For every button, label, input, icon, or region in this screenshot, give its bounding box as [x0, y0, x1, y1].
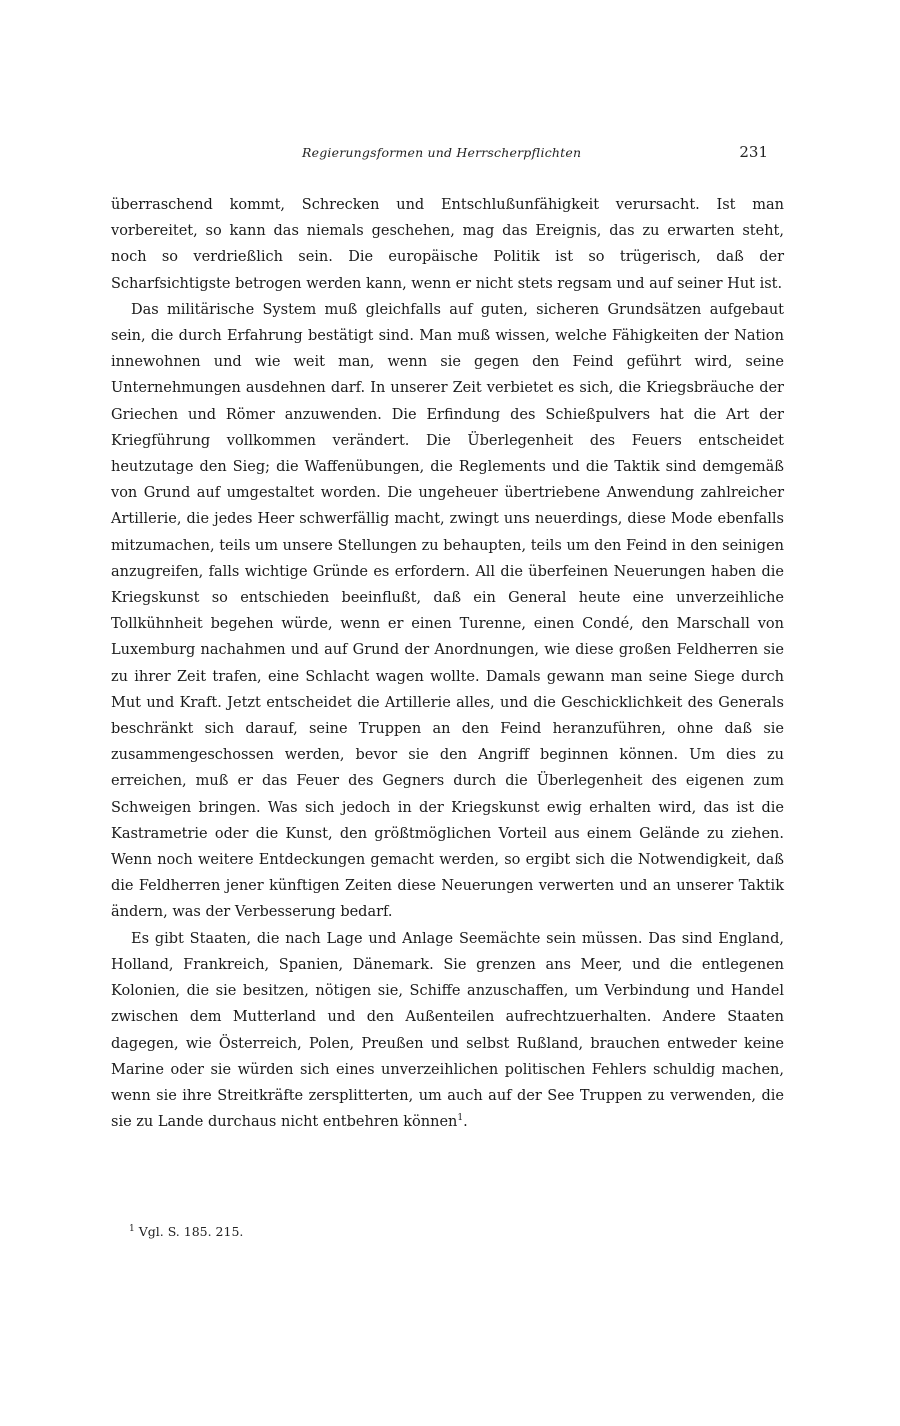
running-title: Regierungsformen und Herrscherpflichten	[302, 145, 582, 160]
footnote	[129, 1224, 243, 1239]
footnote-marker: 1	[129, 1223, 135, 1234]
page-number: 231	[739, 143, 768, 161]
main-text	[111, 192, 784, 1135]
paragraph-2: Das militärische System muß gleichfalls auf guten, sicheren Grundsätzen aufgebaut sein, die durch Erfahrung bestätigt sind. Man muß wissen, welche Fähigkeiten der Nation innewohnen und wie weit man, wenn sie gegen den Feind geführt wird, seine Unternehmungen ausdehnen darf. In unserer Zeit verbietet es sich, die Kriegsbräuche der Griechen und Römer anzuwenden. Die Erfindung des Schießpulvers hat die Art der Kriegführung vollkommen verändert. Die Überlegenheit des Feuers entscheidet heutzutage den Sieg; die Waffenübungen, die Reglements und die Taktik sind demgemäß von Grund auf umgestaltet worden. Die ungeheuer übertriebene Anwendung zahlreicher Artillerie, die jedes Heer schwerfällig macht, zwingt uns neuerdings, diese Mode ebenfalls mitzumachen, teils um unsere Stellungen zu behaupten, teils um den Feind in den seinigen anzugreifen, falls wichtige Gründe es erfordern. All die überfeinen Neuerungen haben die Kriegskunst so entschieden beeinflußt, daß ein General heute eine unverzeihliche Tollkühnheit begehen würde, wenn er einen Turenne, einen Condé, den Marschall von Luxemburg nachahmen und auf Grund der Anordnungen, wie diese großen Feldherren sie zu ihrer Zeit trafen, eine Schlacht wagen wollte. Damals gewann man seine Siege durch Mut und Kraft. Jetzt entscheidet die Artillerie alles, und die Geschicklichkeit des Generals beschränkt sich darauf, seine Truppen an den Feind heranzuführen, ohne daß sie zusammengeschossen werden, bevor sie den Angriff beginnen können. Um dies zu erreichen, muß er das Feuer des Gegners durch die Überlegenheit des eigenen zum Schweigen bringen. Was sich jedoch in der Kriegskunst ewig erhalten wird, das ist die Kastrametrie oder die Kunst, den größtmöglichen Vorteil aus einem Gelände zu ziehen. Wenn noch weitere Entdeckungen gemacht werden, so ergibt sich die Notwendigkeit, daß die Feldherren jener künftigen Zeiten diese Neuerungen verwerten und an unserer Taktik ändern, was der Verbesserung bedarf.	[111, 301, 784, 921]
paragraph-3-text: Es gibt Staaten, die nach Lage und Anlage Seemächte sein müssen. Das sind England, Holland, Frankreich, Spanien, Dänemark. Sie grenzen ans Meer, und die entlegenen Kolonien, die sie besitzen, nötigen sie, Schiffe anzuschaffen, um Verbindung und Handel zwischen dem Mutterland und den Außenteilen aufrechtzuerhalten. Andere Staaten dagegen, wie Österreich, Polen, Preußen und selbst Rußland, brauchen entweder keine Marine oder sie würden sich eines unverzeihlichen politischen Fehlers schuldig machen, wenn sie ihre Streitkräfte zersplitterten, um auch auf der See Truppen zu verwenden, die sie zu Lande durchaus nicht entbehren können	[111, 930, 784, 1131]
paragraph-3: Es gibt Staaten, die nach Lage und Anlage Seemächte sein müssen. Das sind England, Holland, Frankreich, Spanien, Dänemark. Sie grenzen ans Meer, und die entlegenen Kolonien, die sie besitzen, nötigen sie, Schiffe anzuschaffen, um Verbindung und Handel zwischen dem Mutterland und den Außenteilen aufrechtzuerhalten. Andere Staaten dagegen, wie Österreich, Polen, Preußen und selbst Rußland, brauchen entweder keine Marine oder sie würden sich eines unverzeihlichen politischen Fehlers schuldig machen, wenn sie ihre Streitkräfte zersplitterten, um auch auf der See Truppen zu verwenden, die sie zu Lande durchaus nicht entbehren können$^1$.	[111, 930, 784, 1131]
footnote-reference: 1	[457, 1113, 464, 1124]
footnote-text: Vgl. S. 185. 215.	[138, 1224, 244, 1239]
paragraph-1: überraschend kommt, Schrecken und Entschlußunfähigkeit verursacht. Ist man vorbereitet, so kann das niemals geschehen, mag das Ereignis, das zu erwarten steht, noch so verdrießlich sein. Die europäische Politik ist so trügerisch, daß der Scharfsichtigste betrogen werden kann, wenn er nicht stets regsam und auf seiner Hut ist.	[111, 197, 784, 292]
